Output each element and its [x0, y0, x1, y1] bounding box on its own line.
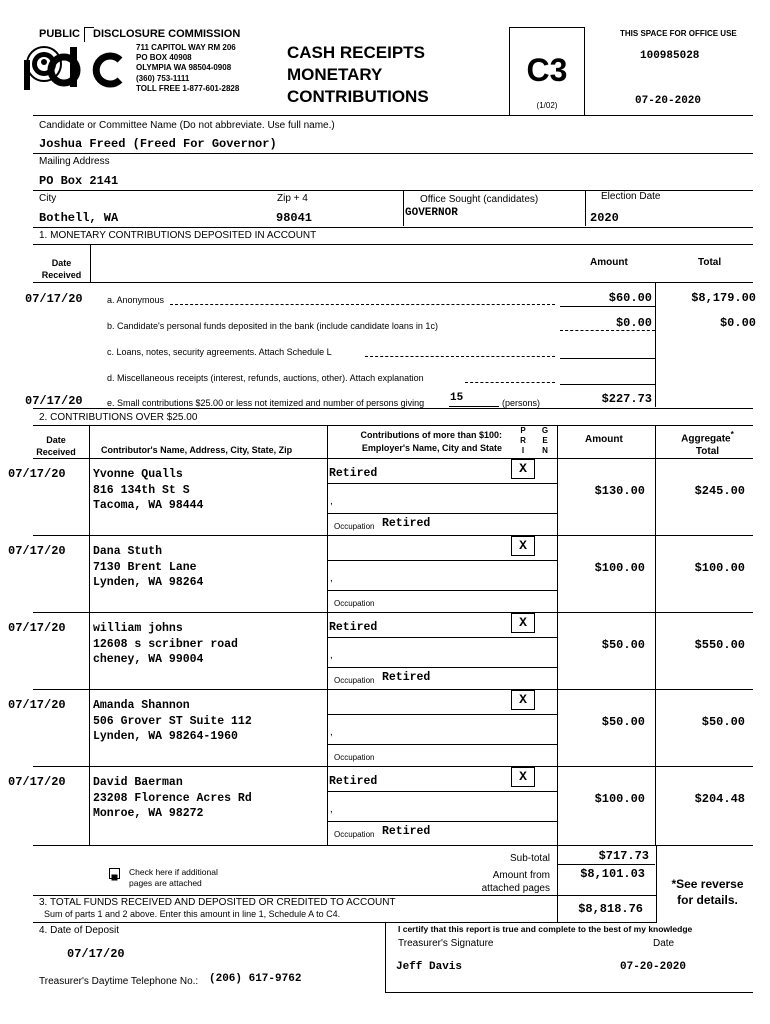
city: Bothell, WA	[39, 211, 119, 225]
occupation-label: Occupation	[334, 522, 375, 531]
persons-label: (persons)	[502, 398, 541, 408]
pdc-logo	[24, 42, 124, 92]
section1-amount-label: Amount	[590, 257, 628, 268]
attached-pages-value: $8,101.03	[580, 867, 645, 881]
election-mark[interactable]: X	[511, 459, 535, 479]
contribution-amount: $50.00	[601, 638, 645, 652]
subtotal-label: Sub-total	[509, 853, 550, 864]
occupation-value: Retired	[382, 517, 431, 530]
employer-comma: ,	[330, 496, 333, 507]
contributor-address: 816 134th St S	[93, 483, 190, 497]
contribution-date: 07/17/20	[8, 467, 66, 481]
employer-name: Retired	[329, 621, 378, 634]
office-use-label: THIS SPACE FOR OFFICE USE	[620, 29, 737, 38]
contributor-name: Amanda Shannon	[93, 699, 190, 712]
contributor-name: Yvonne Qualls	[93, 468, 183, 481]
employer-comma: ,	[330, 727, 333, 738]
additional-pages-checkbox[interactable]	[109, 868, 120, 879]
section1-total-label: Total	[698, 257, 722, 268]
contributor-city: cheney, WA 99004	[93, 653, 204, 666]
contributor-address: 12608 s scribner road	[93, 637, 238, 651]
certify-statement: I certify that this report is true and complete to the best of my knowledge	[398, 924, 693, 934]
election-date: 2020	[590, 211, 619, 225]
election-date-label: Election Date	[601, 191, 661, 202]
election-mark[interactable]: X	[511, 536, 535, 556]
aggregate-label: Aggregate* Total	[681, 429, 734, 458]
contribution-amount: $100.00	[594, 561, 645, 575]
contribution-aggregate: $100.00	[694, 561, 745, 575]
employer-comma: ,	[330, 650, 333, 661]
contribution-date: 07/17/20	[8, 775, 66, 789]
contribution-date: 07/17/20	[8, 621, 66, 635]
line-a-total: $8,179.00	[691, 291, 756, 305]
contribution-aggregate: $50.00	[701, 715, 745, 729]
form-title: CASH RECEIPTS MONETARY CONTRIBUTIONS	[287, 43, 429, 106]
contributor-address: 7130 Brent Lane	[93, 560, 197, 574]
contributor-name: william johns	[93, 622, 183, 635]
line-e-amount: $227.73	[601, 392, 652, 406]
employer-name: Retired	[329, 775, 378, 788]
form-revision: (1/02)	[536, 101, 558, 110]
occupation-label: Occupation	[334, 753, 375, 762]
additional-pages-label: Check here if additional pages are attached	[129, 867, 218, 888]
primary-label: P R I	[520, 426, 526, 455]
employer-comma: ,	[330, 804, 333, 815]
employer-name: Retired	[329, 467, 378, 480]
line-e-persons: 15	[450, 392, 464, 404]
line-b-amount: $0.00	[615, 316, 652, 330]
header-bracket	[84, 27, 94, 42]
section2-date-label: Date Received	[36, 435, 76, 457]
zip-label: Zip + 4	[277, 193, 308, 204]
sign-date-label: Date	[653, 938, 675, 949]
contribution-amount: $100.00	[594, 792, 645, 806]
contributor-address: 23208 Florence Acres Rd	[93, 791, 252, 805]
deposit-date: 07/17/20	[67, 947, 125, 961]
contribution-date: 07/17/20	[8, 544, 66, 558]
section1-date-e: 07/17/20	[25, 394, 83, 408]
occupation-value: Retired	[382, 671, 431, 684]
office-id: 100985028	[640, 50, 700, 62]
contribution-amount: $50.00	[601, 715, 645, 729]
line-d-label: d. Miscellaneous receipts (interest, refunds, auctions, other). Attach explanation	[107, 373, 424, 383]
contributor-address: 506 Grover ST Suite 112	[93, 714, 252, 728]
commission-label: DISCLOSURE COMMISSION	[93, 28, 241, 40]
contributor-details	[93, 467, 203, 514]
contributor-name: David Baerman	[93, 776, 183, 789]
occupation-label: Occupation	[334, 599, 375, 608]
line-e-label: e. Small contributions $25.00 or less not itemized and number of persons giving	[107, 398, 425, 408]
line-a-label: a. Anonymous	[107, 295, 165, 305]
occupation-label: Occupation	[334, 676, 375, 685]
office-date: 07-20-2020	[635, 95, 702, 107]
contributor-label: Contributor's Name, Address, City, State, Zip	[101, 445, 293, 455]
treasurer-signature: Jeff Davis	[396, 961, 463, 973]
section3-title: 3. TOTAL FUNDS RECEIVED AND DEPOSITED OR CREDITED TO ACCOUNT	[39, 897, 396, 908]
occupation-value: Retired	[382, 825, 431, 838]
employer-label: Contributions of more than $100: Employer's Name, City and State	[360, 430, 502, 453]
line-c-label: c. Loans, notes, security agreements. Attach Schedule L	[107, 347, 332, 357]
checkbox-mark-icon	[110, 873, 119, 882]
election-mark[interactable]: X	[511, 613, 535, 633]
public-label: PUBLIC	[39, 28, 80, 40]
phone-label: Treasurer's Daytime Telephone No.:	[39, 976, 199, 987]
section3-subtitle: Sum of parts 1 and 2 above. Enter this amount in line 1, Schedule A to C4.	[44, 909, 341, 919]
line-b-label: b. Candidate's personal funds deposited in the bank (include candidate loans in 1c)	[107, 321, 438, 331]
section2-amount-label: Amount	[585, 434, 623, 445]
contributor-details	[93, 698, 252, 745]
mailing-address-label: Mailing Address	[39, 156, 110, 167]
candidate-name-label: Candidate or Committee Name (Do not abbreviate. Use full name.)	[39, 120, 335, 131]
treasurer-phone: (206) 617-9762	[209, 973, 302, 985]
contributor-city: Lynden, WA 98264	[93, 576, 204, 589]
line-a-amount: $60.00	[608, 291, 652, 305]
zip: 98041	[276, 211, 313, 225]
section4-title: 4. Date of Deposit	[39, 925, 120, 936]
pdc-logo-icon	[24, 42, 124, 92]
employer-comma: ,	[330, 573, 333, 584]
occupation-label: Occupation	[334, 830, 375, 839]
mailing-address: PO Box 2141	[39, 174, 119, 188]
contribution-aggregate: $204.48	[694, 792, 745, 806]
office-sought-label: Office Sought (candidates)	[420, 194, 539, 205]
section1-date-a: 07/17/20	[25, 292, 83, 306]
city-label: City	[39, 193, 57, 204]
contributor-details	[93, 775, 252, 822]
contribution-amount: $130.00	[594, 484, 645, 498]
commission-address: 711 CAPITOL WAY RM 206 PO BOX 40908 OLYMPIA WA 98504-0908 (360) 753-1111 TOLL FREE 1-877-601-2828	[136, 43, 240, 93]
section2-title: 2. CONTRIBUTIONS OVER $25.00	[39, 412, 198, 423]
sign-date: 07-20-2020	[620, 961, 687, 973]
contributor-city: Lynden, WA 98264-1960	[93, 730, 238, 743]
contributor-city: Monroe, WA 98272	[93, 807, 204, 820]
general-label: G E N	[541, 426, 549, 455]
contributor-city: Tacoma, WA 98444	[93, 499, 204, 512]
form-code-box	[509, 27, 585, 116]
signature-label: Treasurer's Signature	[398, 938, 494, 949]
contributor-name: Dana Stuth	[93, 545, 163, 558]
form-code: C3	[526, 52, 568, 88]
office-sought: GOVERNOR	[405, 207, 458, 219]
contribution-aggregate: $550.00	[694, 638, 745, 652]
candidate-name: Joshua Freed (Freed For Governor)	[39, 137, 277, 151]
section1-date-label: Date Received	[41, 258, 82, 280]
contributor-details	[93, 621, 238, 668]
grand-total: $8,818.76	[578, 902, 643, 916]
contribution-date: 07/17/20	[8, 698, 66, 712]
section1-title: 1. MONETARY CONTRIBUTIONS DEPOSITED IN ACCOUNT	[39, 230, 317, 241]
attached-pages-label: Amount from attached pages	[481, 870, 550, 894]
contributor-details	[93, 544, 203, 591]
election-mark[interactable]: X	[511, 767, 535, 787]
reverse-note: *See reverse for details.	[671, 877, 744, 907]
contribution-aggregate: $245.00	[694, 484, 745, 498]
election-mark[interactable]: X	[511, 690, 535, 710]
subtotal-value: $717.73	[598, 849, 649, 863]
line-b-total: $0.00	[719, 316, 756, 330]
